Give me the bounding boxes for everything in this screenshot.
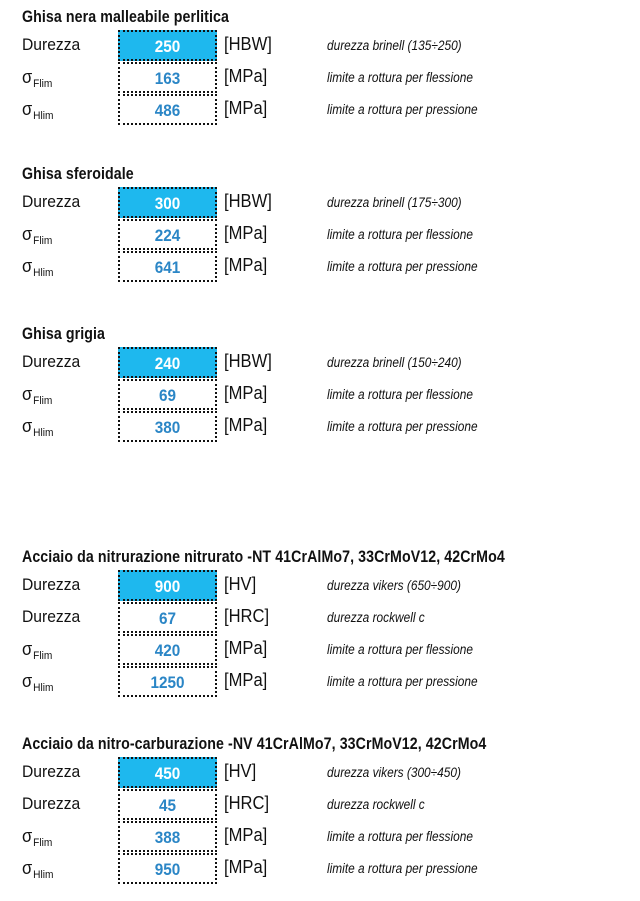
property-value: 388 — [154, 828, 181, 847]
property-row — [0, 570, 640, 602]
sigma-subscript: Hlim — [33, 682, 54, 694]
section-title: Acciaio da nitrurazione nitrurato -NT 41CrAlMo7, 33CrMoV12, 42CrMo4 — [22, 548, 505, 566]
value-cell[interactable] — [118, 62, 217, 93]
section-title: Ghisa sferoidale — [22, 165, 134, 183]
property-description: limite a rottura per pressione — [327, 259, 478, 274]
section-title: Acciaio da nitro-carburazione -NV 41CrAlMo7, 33CrMoV12, 42CrMo4 — [22, 735, 487, 753]
sigma-subscript: Hlim — [33, 267, 54, 279]
property-description: limite a rottura per pressione — [327, 419, 478, 434]
sigma-subscript: Flim — [33, 837, 53, 849]
sigma-symbol: σ — [22, 858, 33, 878]
property-row — [0, 853, 640, 885]
value-cell[interactable] — [118, 602, 217, 633]
unit-label: [MPa] — [224, 255, 268, 275]
stress-symbol — [22, 384, 52, 405]
property-description: durezza brinell (135÷250) — [327, 38, 462, 53]
property-description: limite a rottura per flessione — [327, 387, 473, 402]
sigma-symbol: σ — [22, 99, 33, 119]
sigma-symbol: σ — [22, 826, 33, 846]
property-description: durezza brinell (150÷240) — [327, 355, 462, 370]
value-cell[interactable] — [118, 789, 217, 820]
property-label: Durezza — [22, 762, 81, 781]
sigma-subscript: Hlim — [33, 427, 54, 439]
property-value: 641 — [154, 258, 181, 277]
property-value: 69 — [158, 386, 177, 405]
property-row — [0, 602, 640, 634]
unit-label: [MPa] — [224, 670, 268, 690]
property-description: durezza vikers (300÷450) — [327, 765, 461, 780]
sigma-symbol: σ — [22, 639, 33, 659]
property-description: durezza vikers (650÷900) — [327, 578, 461, 593]
property-label: Durezza — [22, 794, 81, 813]
unit-label: [MPa] — [224, 825, 268, 845]
unit-label: [HV] — [224, 574, 257, 594]
property-value: 900 — [154, 577, 181, 596]
unit-label: [HBW] — [224, 351, 272, 371]
stress-symbol — [22, 99, 53, 120]
property-value: 45 — [158, 796, 177, 815]
property-row — [0, 411, 640, 443]
property-value: 950 — [154, 860, 181, 879]
property-value: 380 — [154, 418, 181, 437]
property-value: 450 — [154, 764, 181, 783]
property-row — [0, 347, 640, 379]
value-cell[interactable] — [118, 634, 217, 665]
property-row — [0, 821, 640, 853]
value-cell[interactable] — [118, 94, 217, 125]
stress-symbol — [22, 858, 53, 879]
unit-label: [MPa] — [224, 383, 268, 403]
property-row — [0, 666, 640, 698]
property-description: limite a rottura per flessione — [327, 642, 473, 657]
stress-symbol — [22, 671, 53, 692]
property-description: limite a rottura per flessione — [327, 70, 473, 85]
property-label: Durezza — [22, 607, 81, 626]
property-row — [0, 757, 640, 789]
property-row — [0, 634, 640, 666]
stress-symbol — [22, 826, 52, 847]
property-description: limite a rottura per flessione — [327, 227, 473, 242]
property-description: limite a rottura per pressione — [327, 102, 478, 117]
property-row — [0, 187, 640, 219]
property-label: Durezza — [22, 35, 81, 54]
unit-label: [MPa] — [224, 66, 268, 86]
property-label: Durezza — [22, 192, 81, 211]
property-row — [0, 379, 640, 411]
property-label: Durezza — [22, 352, 81, 371]
property-value: 224 — [154, 226, 181, 245]
section-title: Ghisa grigia — [22, 325, 106, 343]
value-cell[interactable] — [118, 30, 217, 61]
unit-label: [MPa] — [224, 223, 268, 243]
sigma-subscript: Hlim — [33, 110, 54, 122]
property-value: 240 — [154, 354, 181, 373]
sigma-symbol: σ — [22, 67, 33, 87]
property-description: durezza rockwell c — [327, 610, 425, 625]
unit-label: [MPa] — [224, 857, 268, 877]
unit-label: [HRC] — [224, 793, 270, 813]
property-row — [0, 219, 640, 251]
value-cell[interactable] — [118, 219, 217, 250]
property-description: limite a rottura per flessione — [327, 829, 473, 844]
property-row — [0, 789, 640, 821]
unit-label: [HRC] — [224, 606, 270, 626]
value-cell[interactable] — [118, 570, 217, 601]
property-value: 250 — [154, 37, 181, 56]
property-description: durezza rockwell c — [327, 797, 425, 812]
unit-label: [HV] — [224, 761, 257, 781]
value-cell[interactable] — [118, 666, 217, 697]
value-cell[interactable] — [118, 757, 217, 788]
value-cell[interactable] — [118, 411, 217, 442]
property-row — [0, 62, 640, 94]
property-description: limite a rottura per pressione — [327, 861, 478, 876]
property-value: 1250 — [150, 673, 185, 692]
unit-label: [MPa] — [224, 638, 268, 658]
stress-symbol — [22, 67, 52, 88]
property-label: Durezza — [22, 575, 81, 594]
sigma-subscript: Flim — [33, 650, 53, 662]
value-cell[interactable] — [118, 821, 217, 852]
sigma-symbol: σ — [22, 671, 33, 691]
unit-label: [HBW] — [224, 191, 272, 211]
sigma-symbol: σ — [22, 416, 33, 436]
sigma-symbol: σ — [22, 224, 33, 244]
value-cell[interactable] — [118, 379, 217, 410]
property-value: 420 — [154, 641, 181, 660]
section-title: Ghisa nera malleabile perlitica — [22, 8, 229, 26]
property-value: 486 — [154, 101, 181, 120]
stress-symbol — [22, 256, 53, 277]
property-row — [0, 251, 640, 283]
property-row — [0, 94, 640, 126]
value-cell[interactable] — [118, 251, 217, 282]
sigma-subscript: Flim — [33, 235, 53, 247]
property-value: 163 — [154, 69, 181, 88]
sigma-subscript: Flim — [33, 395, 53, 407]
value-cell[interactable] — [118, 853, 217, 884]
sigma-subscript: Flim — [33, 78, 53, 90]
unit-label: [MPa] — [224, 415, 268, 435]
sigma-subscript: Hlim — [33, 869, 54, 881]
unit-label: [HBW] — [224, 34, 272, 54]
property-value: 300 — [154, 194, 181, 213]
property-value: 67 — [158, 609, 177, 628]
property-description: durezza brinell (175÷300) — [327, 195, 462, 210]
sigma-symbol: σ — [22, 384, 33, 404]
value-cell[interactable] — [118, 187, 217, 218]
stress-symbol — [22, 224, 52, 245]
property-row — [0, 30, 640, 62]
property-description: limite a rottura per pressione — [327, 674, 478, 689]
sigma-symbol: σ — [22, 256, 33, 276]
unit-label: [MPa] — [224, 98, 268, 118]
stress-symbol — [22, 416, 53, 437]
value-cell[interactable] — [118, 347, 217, 378]
stress-symbol — [22, 639, 52, 660]
